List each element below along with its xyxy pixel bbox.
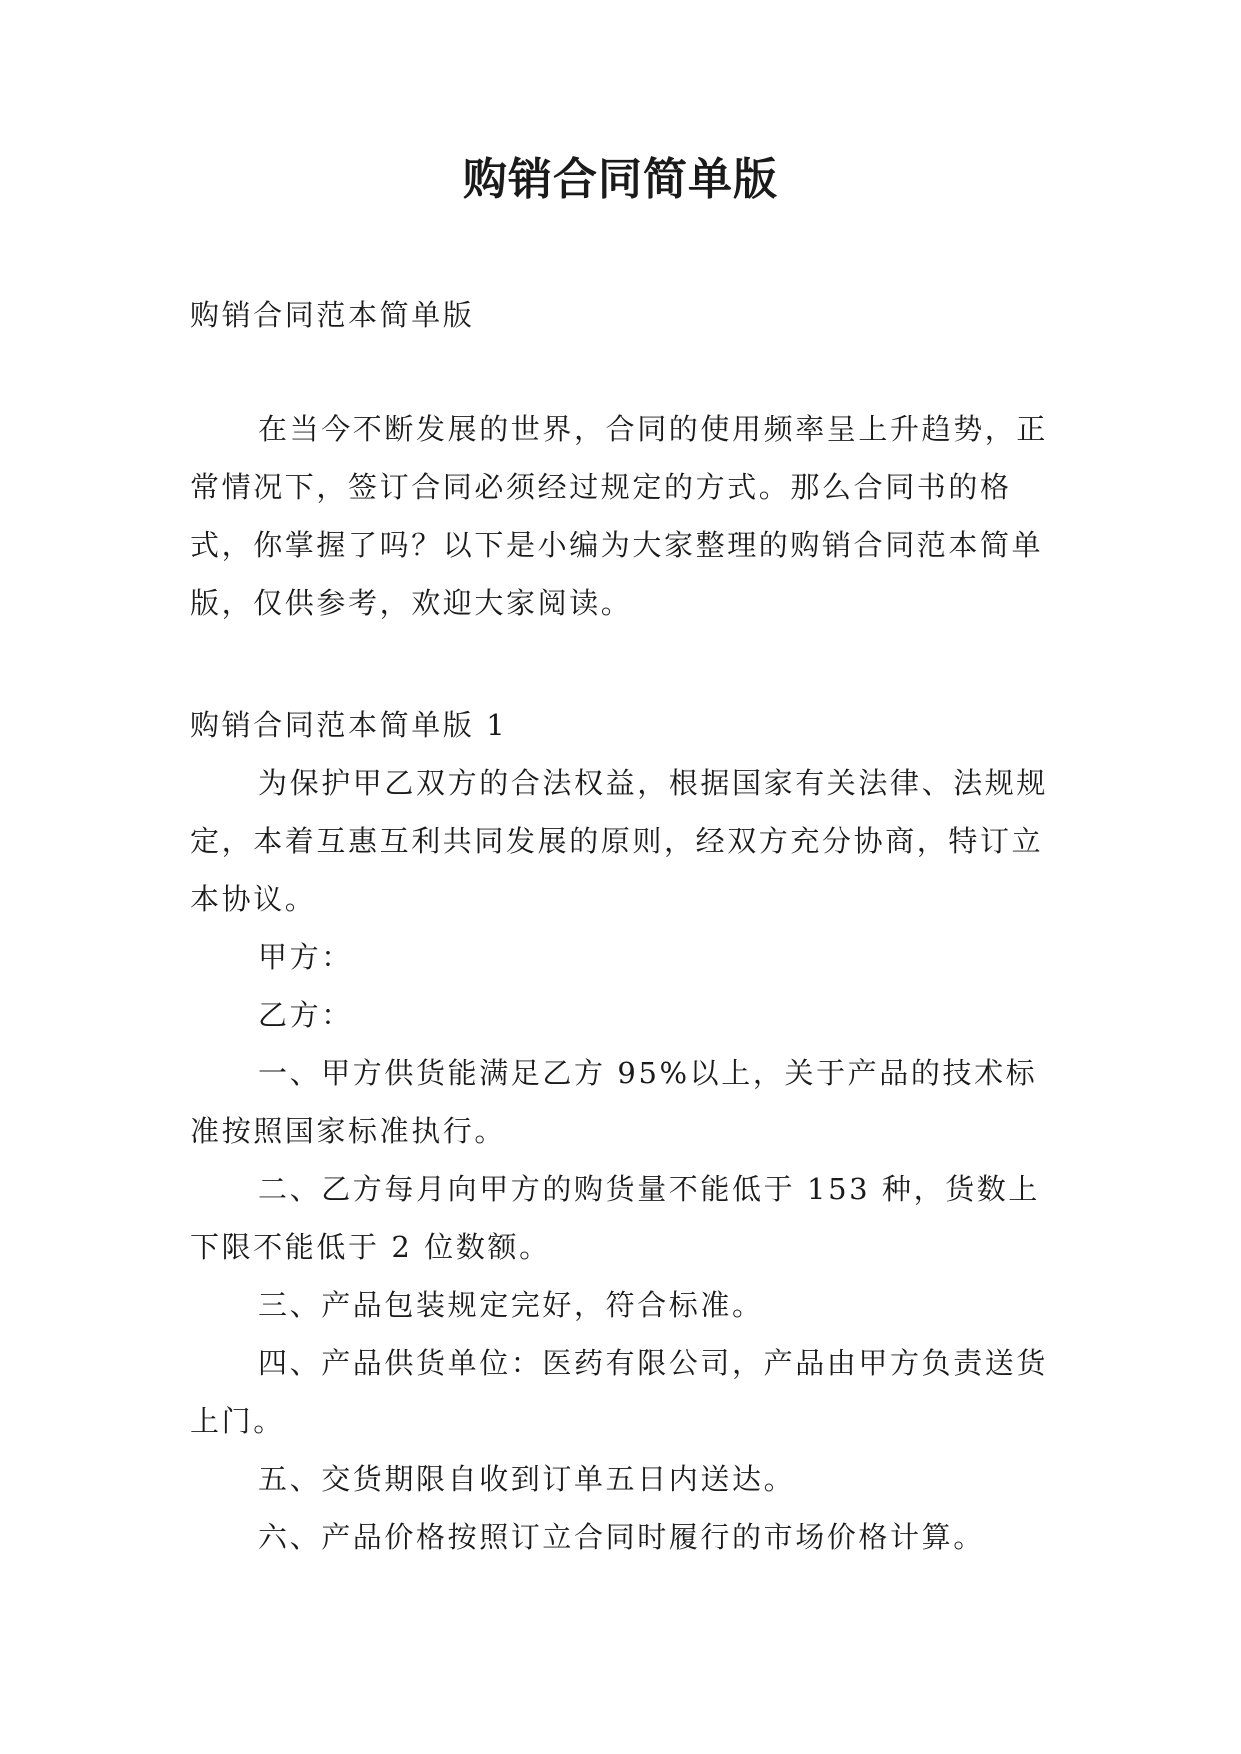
- clause-6: 六、产品价格按照订立合同时履行的市场价格计算。: [258, 1520, 985, 1554]
- intro-paragraph: 在当今不断发展的世界，合同的使用频率呈上升趋势，正常情况下，签订合同必须经过规定的方式。那么合同书的格式，你掌握了吗？以下是小编为大家整理的购销合同范本简单版，仅供参考，欢迎大家阅读。: [190, 412, 1049, 620]
- party-a-line: 甲方：: [258, 940, 353, 974]
- clause-5: 五、交货期限自收到订单五日内送达。: [258, 1462, 796, 1496]
- party-b-line: 乙方：: [258, 998, 353, 1032]
- document-title: 购销合同简单版: [463, 154, 778, 205]
- clause-2: 二、乙方每月向甲方的购货量不能低于 153 种，货数上下限不能低于 2 位数额。: [190, 1172, 1040, 1264]
- clause-1: 一、甲方供货能满足乙方 95%以上，关于产品的技术标准按照国家标准执行。: [190, 1056, 1038, 1148]
- contract-clauses: [190, 754, 1050, 1566]
- clause-preamble: 为保护甲乙双方的合法权益，根据国家有关法律、法规规定，本着互惠互利共同发展的原则，经双方充分协商，特订立本协议。: [190, 766, 1049, 916]
- clause-3: 三、产品包装规定完好，符合标准。: [258, 1288, 764, 1322]
- document-subtitle: 购销合同范本简单版: [190, 298, 475, 332]
- section-heading: 购销合同范本简单版 1: [190, 708, 508, 742]
- clause-4: 四、产品供货单位：医药有限公司，产品由甲方负责送货上门。: [190, 1346, 1049, 1438]
